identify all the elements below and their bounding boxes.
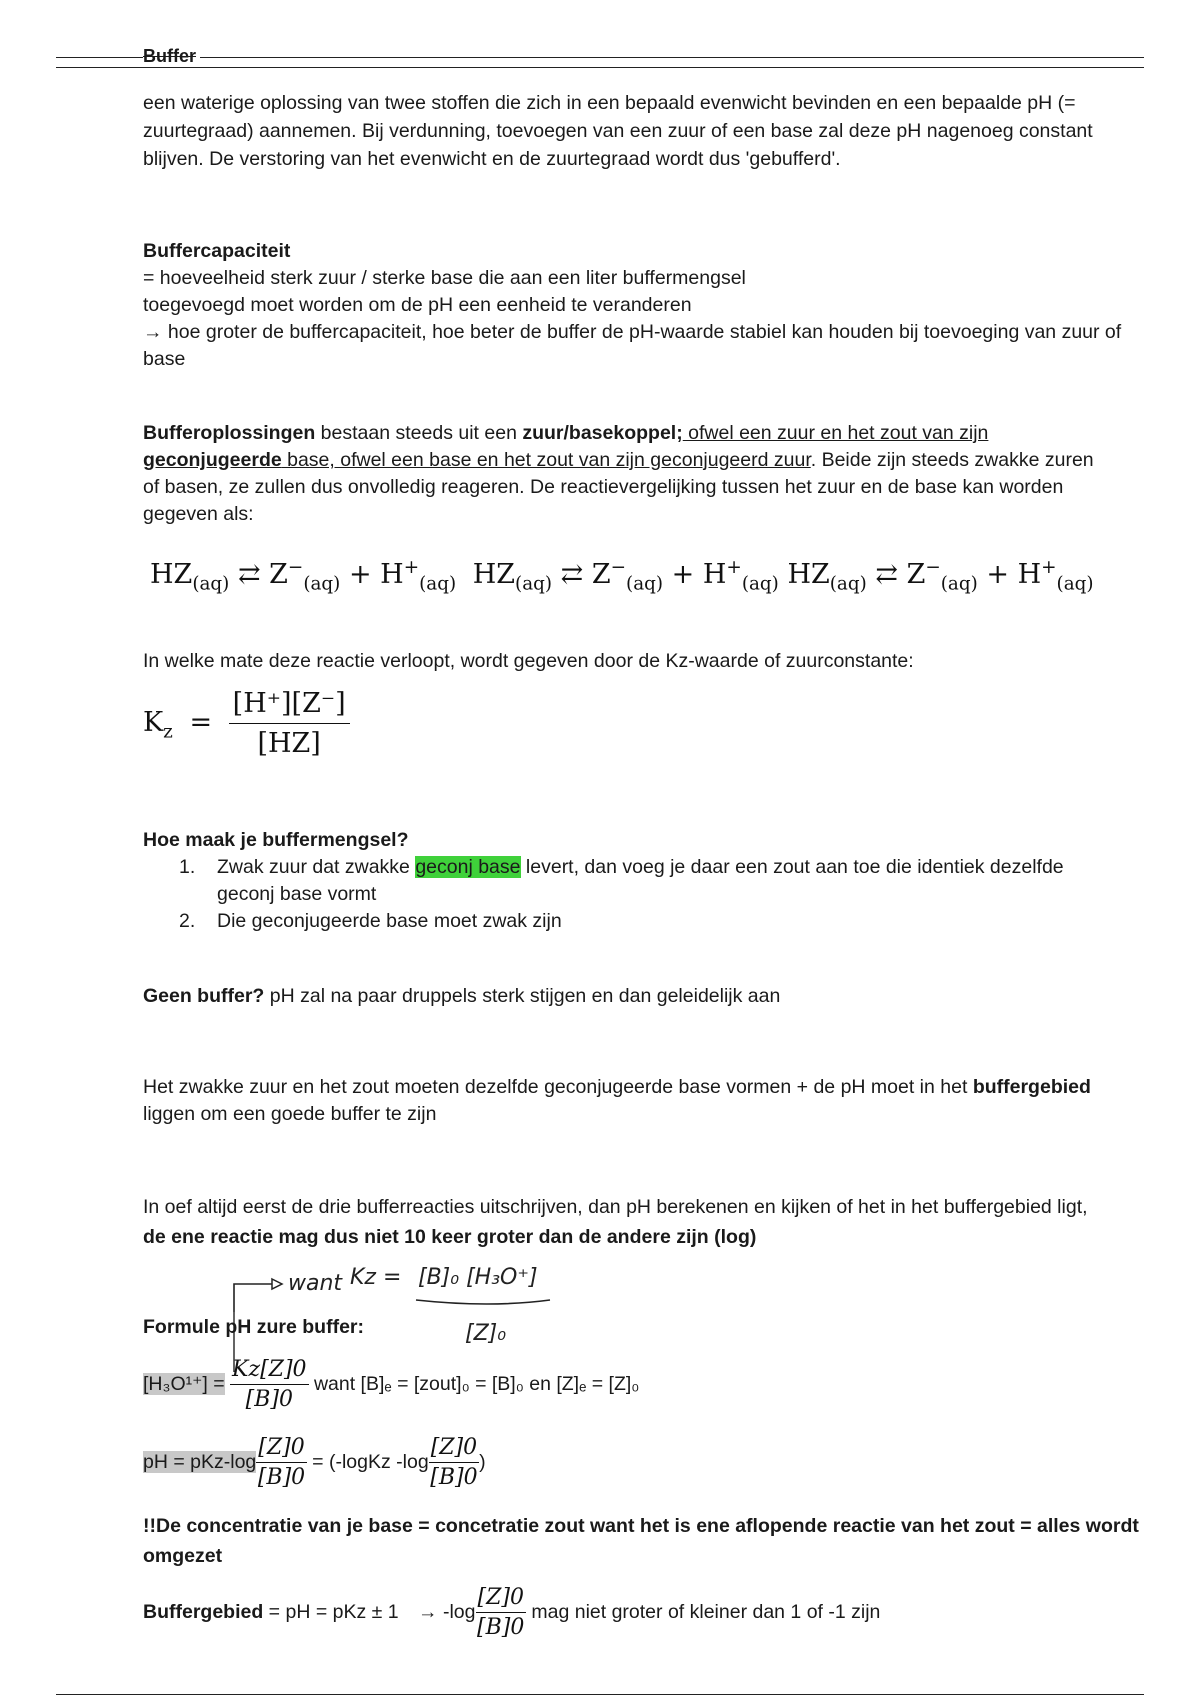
capacity-title: Buffercapaciteit xyxy=(143,240,291,262)
make-buffer-title: Hoe maak je buffermengsel? xyxy=(143,829,409,851)
list-item: 2. Die geconjugeerde base moet zwak zijn xyxy=(179,910,562,932)
kz-intro: In welke mate deze reactie verloopt, wordt gegeven door de Kz-waarde of zuurconstante: xyxy=(143,650,914,672)
no-buffer-line: Geen buffer? pH zal na paar druppels sterk stijgen en dan geleidelijk aan xyxy=(143,985,781,1007)
h3o-formula: [H₃O¹⁺] = $\frac{Kz[Z]0}{[B]0}$ want [B]ₑ = [zout]₀ = [B]₀ en [Z]ₑ = [Z]₀ xyxy=(143,1357,640,1413)
ph-fraction-2: $\frac{[Z]0}{[B]0}$ xyxy=(430,1435,478,1491)
equilibrium-arrow-icon: ⇄ xyxy=(560,559,584,590)
kz-formula: $K_z$ = $\frac{[H^+][Z^-]}{[HZ]}$ xyxy=(143,688,350,759)
svg-text:Kz =: Kz = xyxy=(350,1265,402,1290)
solutions-term: Bufferoplossingen xyxy=(143,422,316,444)
equilibrium-arrow-icon: ⇄ xyxy=(237,559,261,590)
h3o-fraction: $\frac{Kz[Z]0}{[B]0}$ xyxy=(232,1357,307,1413)
solutions-paragraph: Bufferoplossingen bestaan steeds uit een zuur/basekoppel; ofwel een zuur en het zout van zijn geconjugeerde base, ofwel een base en het zout van zijn geconjugeerd zuur. Beide zijn steeds zwakke zuren of basen, ze zullen dus onvolledig reageren. De reactievergelijking tussen het zuur en de base kan worden gegeven als: xyxy=(143,422,1094,525)
equation-2: $HZ_{(aq)}$ ⇄ $Z^-_{(aq)} + H^+_{(aq)}$ xyxy=(472,557,779,595)
h3o-label: [H₃O¹⁺] = xyxy=(143,1372,225,1395)
highlighted-term: geconj base xyxy=(415,856,521,878)
formula-title: Formule pH zure buffer: xyxy=(143,1316,365,1338)
capacity-section xyxy=(143,238,1133,373)
intro-paragraph: een waterige oplossing van twee stoffen die zich in een bepaald evenwicht bevinden en een bepaalde pH (= zuurtegraad) aannemen. Bij verdunning, toevoegen van een zuur of een base zal deze pH nagenoeg constant blijven. De verstoring van het evenwicht en de zuurtegraad wordt dus 'gebufferd'. xyxy=(143,92,1093,170)
svg-text:want: want xyxy=(288,1271,343,1296)
ph-formula: pH = pKz-log $\frac{[Z]0}{[B]0}$ = (-logKz -log $\frac{[Z]0}{[B]0}$ ) xyxy=(143,1435,486,1491)
ph-label: pH = pKz-log xyxy=(143,1450,257,1473)
concentration-note: !!De concentratie van je base = concetratie zout want het is ene aflopende reactie van het zout = alles wordt omgezet xyxy=(143,1515,1139,1567)
make-buffer-section xyxy=(143,827,1123,935)
capacity-line-2: toegevoegd moet worden om de pH een eenheid te veranderen xyxy=(143,294,692,316)
solutions-pair: zuur/basekoppel; xyxy=(522,422,683,444)
kz-fraction: $\frac{[H^+][Z^-]}{[HZ]}$ xyxy=(229,688,350,759)
buffer-range: Buffergebied = pH = pKz ± 1 → -log $\frac{[Z]0}{[B]0}$ mag niet groter of kleiner dan 1 of -1 zijn xyxy=(143,1585,881,1641)
svg-text:[B]₀ [H₃O⁺]: [B]₀ [H₃O⁺] xyxy=(418,1265,538,1290)
exercise-paragraph: In oef altijd eerst de drie bufferreacties uitschrijven, dan pH berekenen en kijken of het in het buffergebied ligt, de ene reactie mag dus niet 10 keer groter dan de andere zijn (log) xyxy=(143,1196,1088,1248)
equation-1: $HZ_{(aq)}$ ⇄ $Z^-_{(aq)} + H^+_{(aq)}$ xyxy=(150,557,457,595)
arrow-icon: → xyxy=(143,321,163,343)
same-base-paragraph: Het zwakke zuur en het zout moeten dezelfde geconjugeerde base vormen + de pH moet in het buffergebied liggen om een goede buffer te zijn xyxy=(143,1076,1091,1125)
capacity-line-3: → hoe groter de buffercapaciteit, hoe beter de buffer de pH-waarde stabiel kan houden bij toevoeging van zuur of base xyxy=(143,321,1122,370)
ph-fraction-1: $\frac{[Z]0}{[B]0}$ xyxy=(257,1435,306,1491)
page-title: Buffer xyxy=(143,45,200,67)
capacity-line-1: = hoeveelheid sterk zuur / sterke base die aan een liter buffermengsel xyxy=(143,267,746,289)
arrow-icon: → xyxy=(418,1600,438,1623)
reaction-equations xyxy=(150,548,1094,604)
bottom-rule xyxy=(56,1694,1144,1695)
svg-text:[Z]₀: [Z]₀ xyxy=(465,1321,507,1346)
range-fraction: $\frac{[Z]0}{[B]0}$ xyxy=(477,1585,525,1641)
top-rule-1 xyxy=(56,57,1144,58)
equilibrium-arrow-icon: ⇄ xyxy=(875,559,898,590)
top-rule-2 xyxy=(56,67,1144,68)
list-item: 1. Zwak zuur dat zwakke geconj base levert, dan voeg je daar een zout aan toe die identiek dezelfde geconj base vormt xyxy=(179,856,1064,905)
equation-3: $HZ_{(aq)}$ ⇄ $Z^-_{(aq)} + H^+_{(aq)}$ xyxy=(787,557,1094,595)
